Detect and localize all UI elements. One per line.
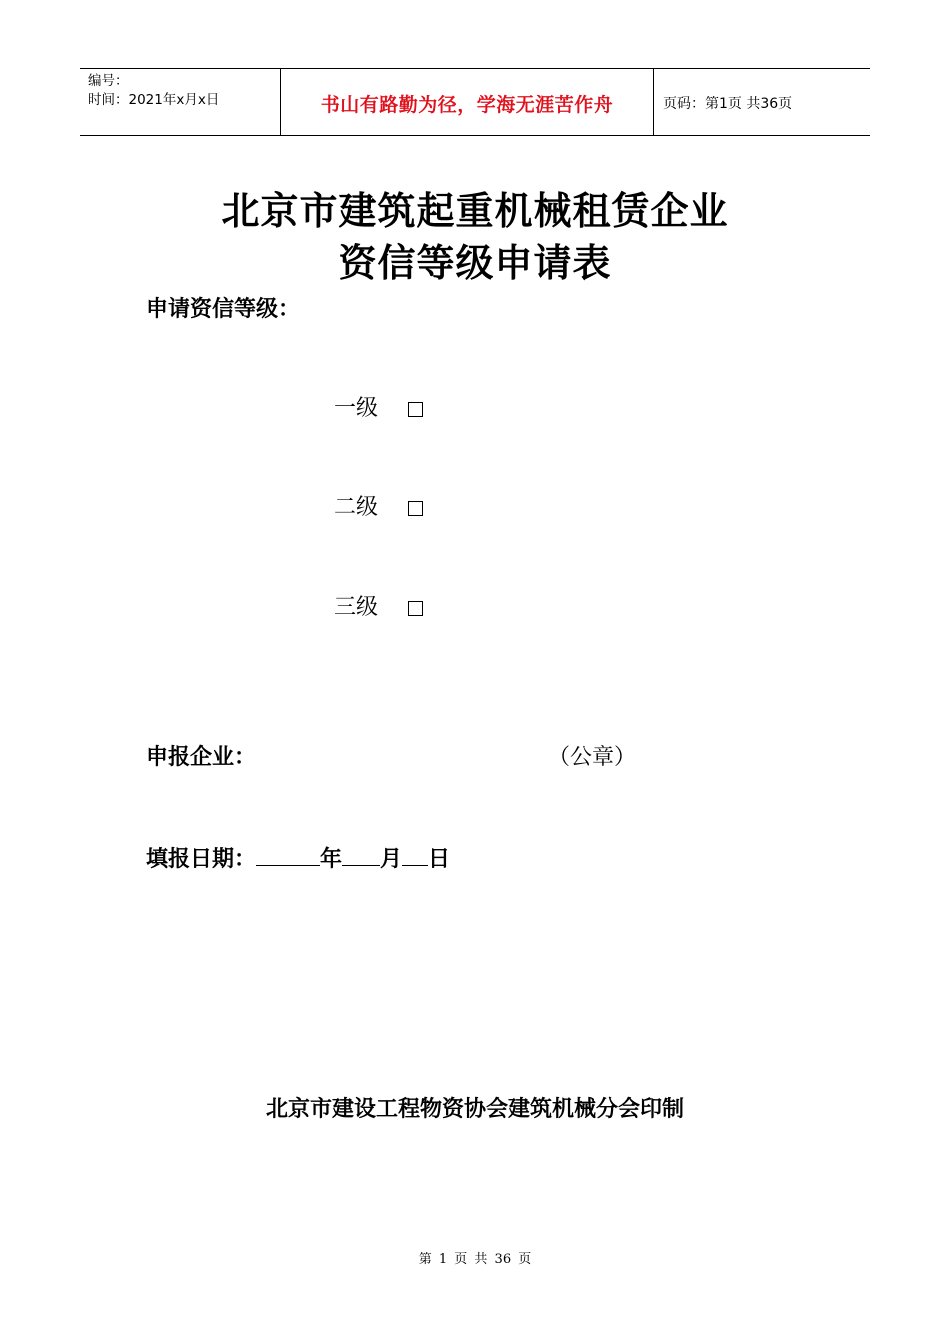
- header-page-code: 页码：第1页 共36页: [663, 96, 793, 112]
- level-1-checkbox[interactable]: [408, 402, 423, 417]
- header-motto: 书山有路勤为径，学海无涯苦作舟: [281, 69, 654, 135]
- page-number: 第 1 页 共 36 页: [418, 1252, 532, 1267]
- header-meta: [80, 69, 281, 135]
- seal-label: （公章）: [548, 745, 637, 770]
- level-option-1: [334, 395, 423, 423]
- footer-organization: 北京市建设工程物资协会建筑机械分会印制: [265, 1096, 684, 1122]
- document-title-line1: 北京市建筑起重机械租赁企业: [221, 188, 729, 233]
- level-2-checkbox[interactable]: [408, 501, 423, 516]
- applicant-label: 申报企业：: [146, 745, 257, 770]
- fill-date-label: 填报日期：: [146, 847, 257, 872]
- document-title-line2: 资信等级申请表: [338, 240, 612, 285]
- month-label: 月: [380, 847, 403, 872]
- level-3-checkbox[interactable]: [408, 601, 423, 616]
- year-label: 年: [320, 847, 343, 872]
- level-label: 三级: [334, 595, 379, 620]
- fill-date-row: [146, 843, 450, 874]
- level-label: 一级: [334, 396, 379, 421]
- apply-level-label: 申请资信等级：: [146, 297, 301, 322]
- header-table: [80, 68, 870, 136]
- level-option-2: [334, 494, 423, 522]
- level-option-3: [334, 594, 423, 622]
- number-label: 编号：: [88, 73, 129, 89]
- year-blank[interactable]: [256, 843, 320, 866]
- time-label: 时间：2021年x月x日: [88, 92, 220, 108]
- level-label: 二级: [334, 495, 379, 520]
- day-blank[interactable]: [402, 843, 428, 866]
- month-blank[interactable]: [342, 843, 380, 866]
- day-label: 日: [428, 847, 451, 872]
